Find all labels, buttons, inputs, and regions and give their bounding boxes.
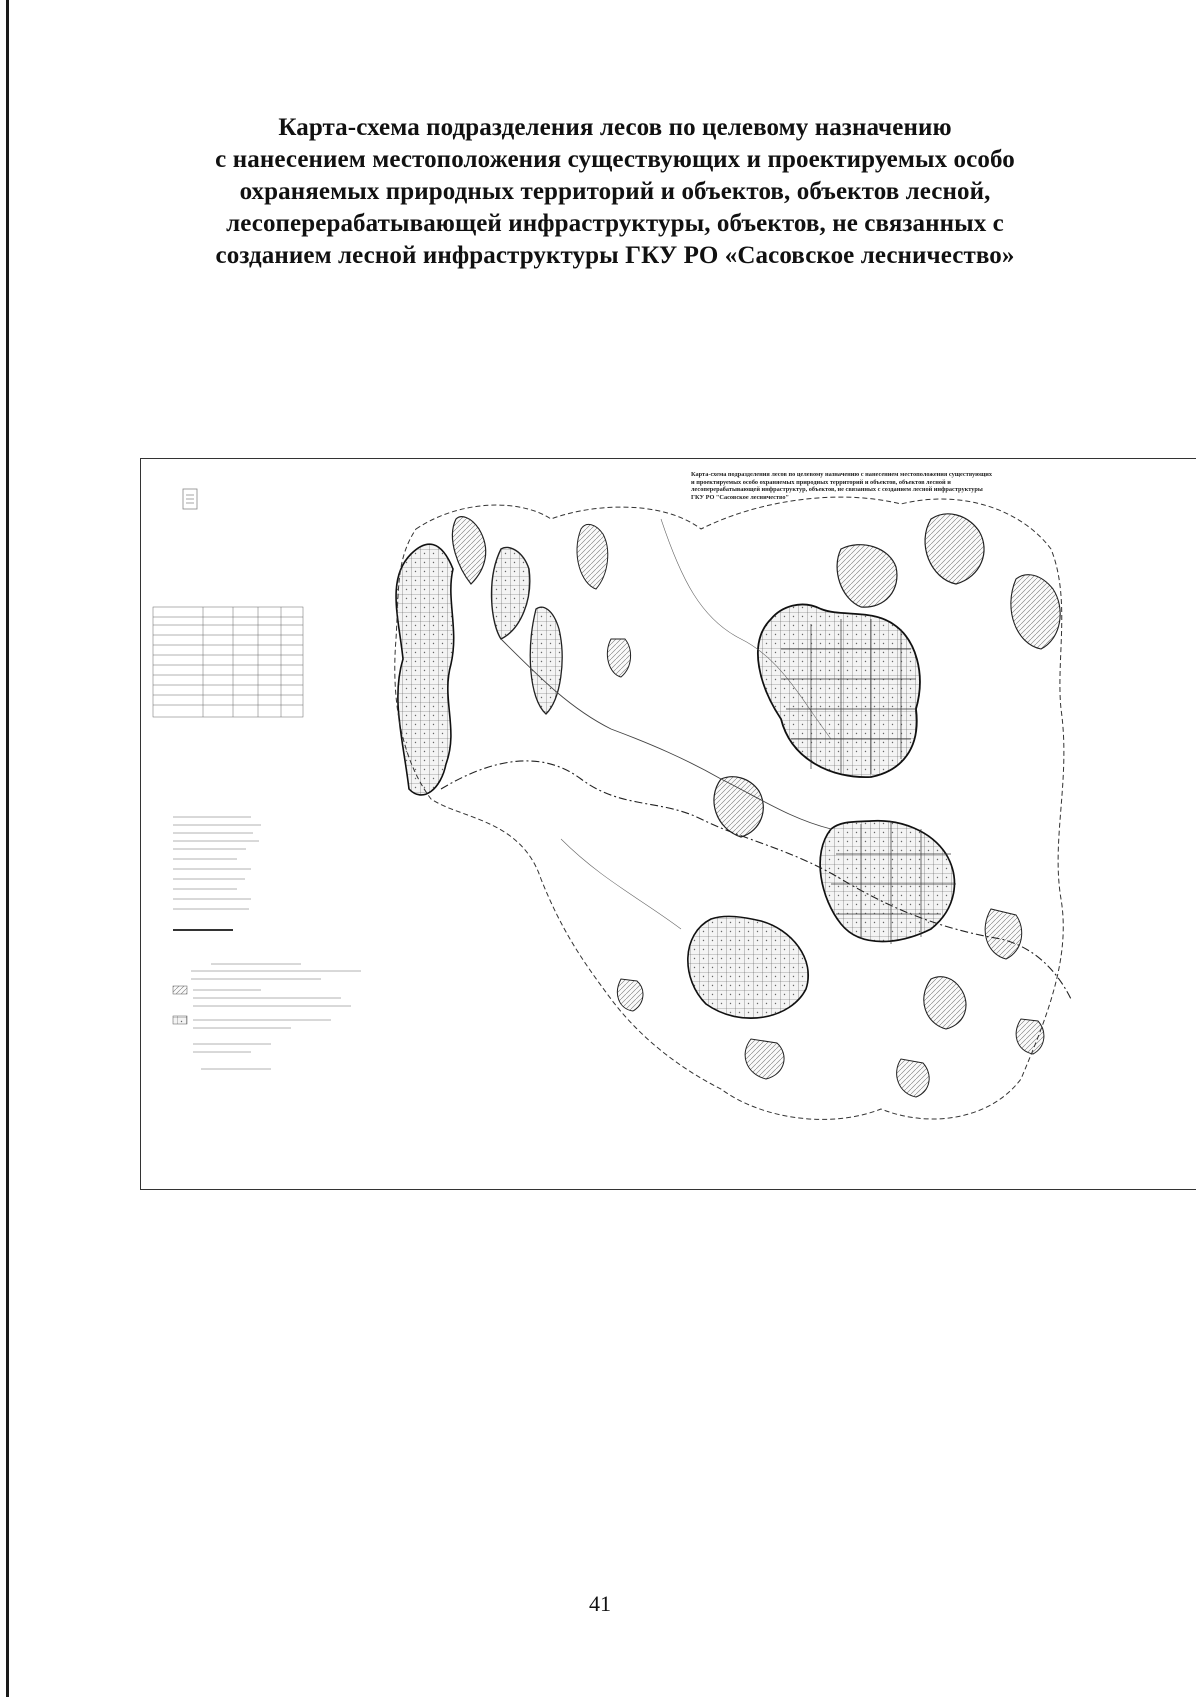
title-line-3: охраняемых природных территорий и объектов, объектов лесной, [239,178,991,205]
map-legend-upper [173,817,261,931]
forest-map-scheme [140,458,1196,1190]
page-title [150,112,1080,272]
map-title-line-1: Карта-схема подразделения лесов по целевому назначению с нанесением местоположения существующих [691,471,993,478]
title-line-4: лесоперерабатывающей инфраструктуры, объектов, не связанных с [226,210,1004,237]
map-legend-lower [173,964,361,1069]
forest-statistics-table [153,607,303,717]
organization-logo [183,489,197,509]
page-number: 41 [589,1591,611,1616]
title-line-2: с нанесением местоположения существующих и проектируемых особо [215,146,1015,173]
forest-area-central [758,604,920,777]
map-title-line-3: лесоперерабатывающей инфраструктур, объектов, не связанных с созданием лесной инфраструктуры [691,486,983,494]
forest-area-south [820,821,954,942]
forest-area-west [396,544,454,795]
map-title-line-2: и проектируемых особо охраняемых природных территорий и объектов, объектов лесной и [691,478,951,486]
title-line-5: созданием лесной инфраструктуры ГКУ РО «Сасовское лесничество» [215,242,1015,269]
map-title-line-4: ГКУ РО "Сасовское лесничество" [691,493,790,501]
title-line-1: Карта-схема подразделения лесов по целевому назначению [278,114,952,141]
left-margin-rule [6,0,9,1697]
map-inner-title [691,471,1141,501]
map-drawing [141,459,1196,1189]
